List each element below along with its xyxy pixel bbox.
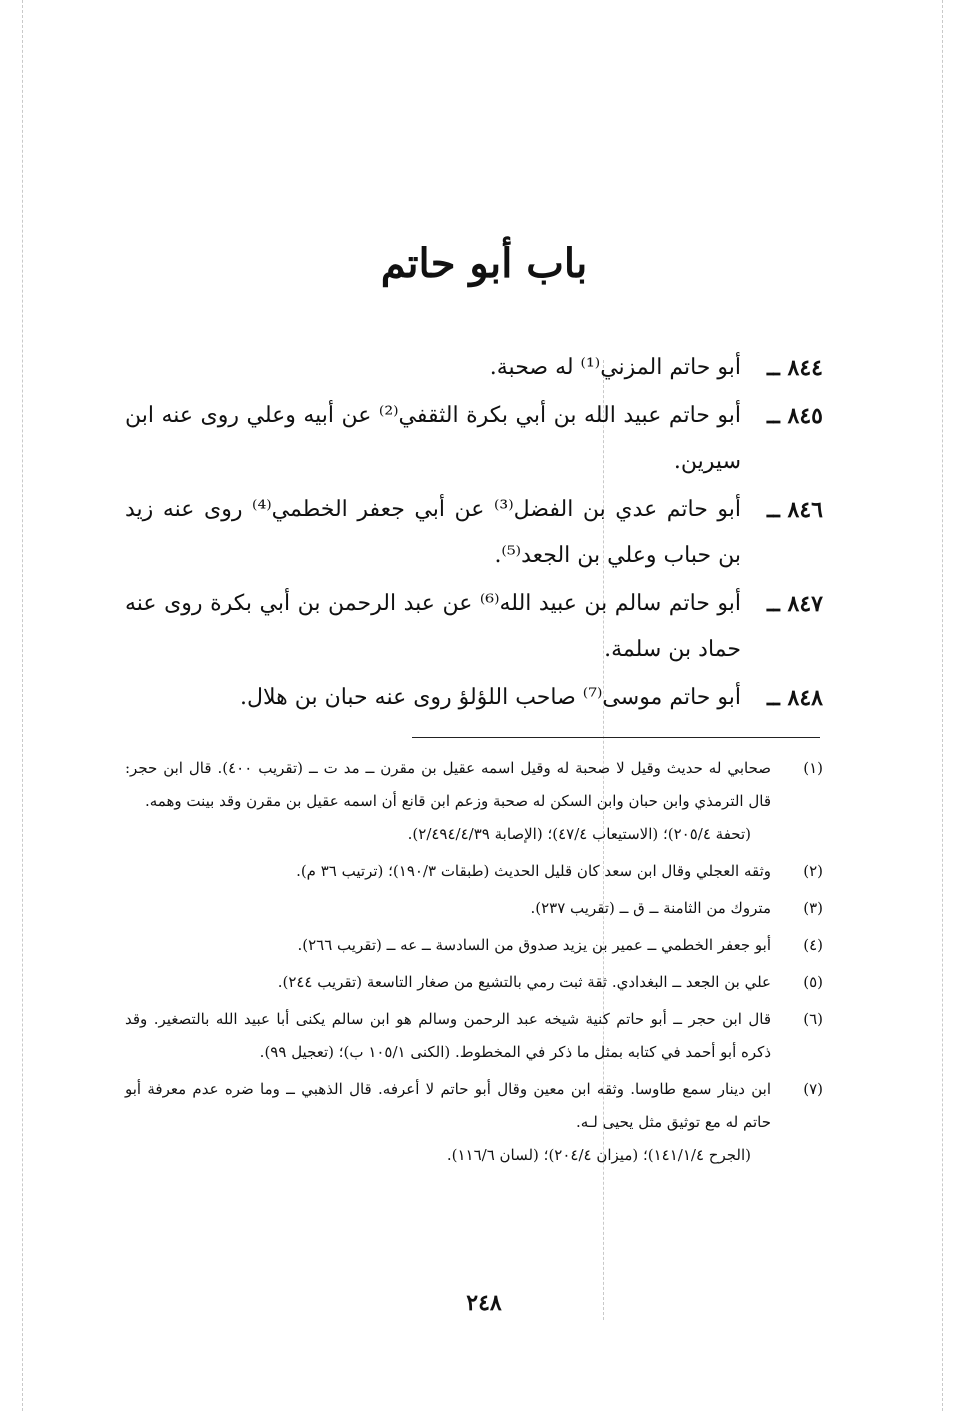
entry-846 [125,487,823,579]
footnote-text: علي بن الجعد ــ البغدادي. ثقة ثبت رمي بالتشيع من صغار التاسعة (تقريب ٢٤٤). [277,973,771,991]
footnote-marker: (٦) [803,1010,823,1028]
footnote-citation: (تحفة ٢٠٥/٤)؛ (الاستيعاب ٤٧/٤)؛ (الإصابة ٢/٤٩٤/٤/٣٩). [407,825,751,843]
footnote-7 [125,1073,823,1172]
footnote-1 [125,752,823,851]
entry-847 [125,581,823,673]
entry-text: أبو حاتم عدي بن الفضل⁽³⁾ عن أبي جعفر الخطمي⁽⁴⁾ روى عنه زيد بن حباب وعلي بن الجعد⁽⁵⁾. [125,497,742,568]
footnote-3 [125,892,823,925]
footnote-marker: (١) [803,759,823,777]
footnote-text: صحابي له حديث وقيل لا صحبة له وقيل اسمه عقيل بن مقرن ــ مد ت ــ (تقريب ٤٠٠). قال ابن حجر: قال الترمذي وابن حبان وابن السكن له صحبة وزعم ابن قانع أن اسمه عقيل بن مقرن وقد بينت وهمه. [125,759,771,810]
entry-text: أبو حاتم موسى⁽⁷⁾ صاحب اللؤلؤ روى عنه حبان بن هلال. [240,685,741,710]
page-title: باب أبو حاتم [380,240,588,287]
footnote-marker: (٤) [803,936,823,954]
footnote-marker: (٣) [803,899,823,917]
entry-number: ٨٤٥ ــ [766,403,823,429]
entry-number: ٨٤٤ ــ [766,355,823,381]
footnote-divider [412,737,820,738]
footnote-marker: (٧) [803,1080,823,1098]
entry-text: أبو حاتم سالم بن عبيد الله⁽⁶⁾ عن عبد الرحمن بن أبي بكرة روى عنه حماد بن سلمة. [125,591,742,662]
entry-text: أبو حاتم المزني⁽¹⁾ له صحبة. [489,355,741,380]
footnote-marker: (٥) [803,973,823,991]
entry-844 [125,345,823,391]
footnote-body [125,752,771,851]
footnote-marker: (٢) [803,862,823,880]
footnote-6 [125,1003,823,1069]
entry-text: أبو حاتم عبيد الله بن أبي بكرة الثقفي⁽²⁾ عن أبيه وعلي روى عنه ابن سيرين. [125,403,741,474]
entry-845 [125,393,823,485]
footnote-text: متروك من الثامنة ــ ق ــ (تقريب ٢٣٧). [530,899,771,917]
footnote-text: وثقه العجلي وقال ابن سعد كان قليل الحديث (طبقات ١٩٠/٣)؛ (ترتيب ٣٦ م). [296,862,771,880]
footnote-5 [125,966,823,999]
footnote-text: قال ابن حجر ــ أبو حاتم كنية شيخه عبد الرحمن وسالم هو ابن سالم يكنى أبا عبيد الله بالتصغير. وقد ذكره أبو أحمد في كتابه بمثل ما ذكر في المخطوط. (الكنى ١٠٥/١ ب)؛ (تعجيل ٩٩). [125,1010,771,1061]
scan-guide-line-right [942,0,943,1411]
scan-guide-line-left [22,0,23,1411]
entry-number: ٨٤٨ ــ [766,685,823,711]
footnote-body [125,1073,771,1172]
page-number: ٢٤٨ [466,1290,502,1316]
entry-list [125,345,823,723]
footnote-text: ابن دينار سمع طاوسا. وثقه ابن معين وقال أبو حاتم لا أعرفه. قال الذهبي ــ وما ضره عدم معرفة أبو حاتم له مع توثيق مثل يحيى لـه. [125,1080,771,1131]
entry-848 [125,675,823,721]
footnote-text: أبو جعفر الخطمي ــ عمير بن يزيد صدوق من السادسة ــ عه ــ (تقريب ٢٦٦). [297,936,771,954]
entry-number: ٨٤٧ ــ [766,591,823,617]
footnote-list [125,752,823,1176]
entry-number: ٨٤٦ ــ [766,497,823,523]
footnote-4 [125,929,823,962]
footnote-2 [125,855,823,888]
footnote-citation: (الجرح ١٤١/١/٤)؛ (ميزان ٢٠٤/٤)؛ (لسان ١١٦/٦). [446,1146,751,1164]
